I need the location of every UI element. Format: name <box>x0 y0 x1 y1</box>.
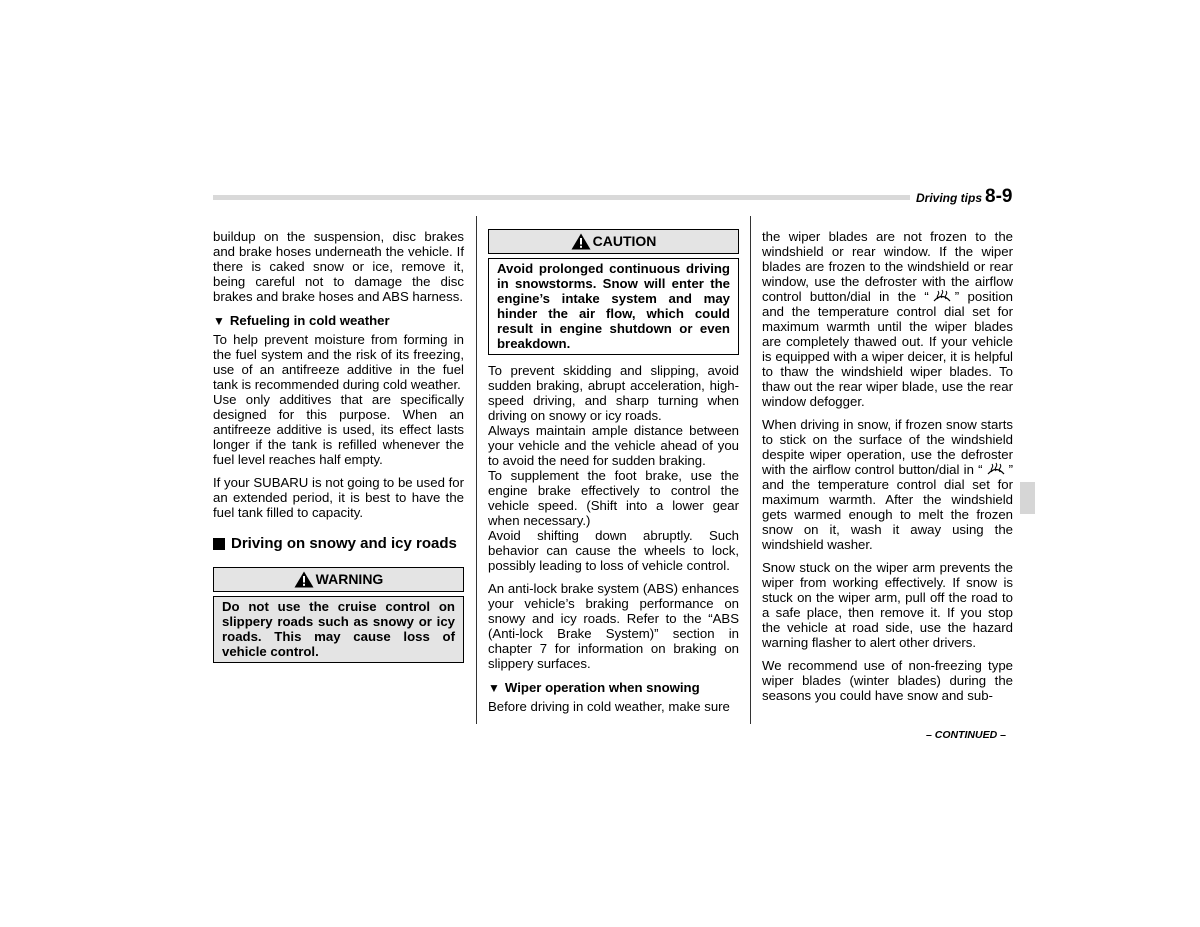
subheading-text: Refueling in cold weather <box>229 313 390 328</box>
paragraph: We recommend use of non-freezing type wiper blades (winter blades) during the seasons you could have snow and sub- <box>762 658 1013 703</box>
caution-header <box>488 229 739 254</box>
text-run: When driving in snow, if frozen snow starts to stick on the surface of the windshield despite wiper operation, use the defroster with the airflow control button/dial in “ <box>762 417 1013 477</box>
paragraph: Snow stuck on the wiper arm prevents the wiper from working effectively. If snow is stuck on the wiper arm, pull off the road to a safe place, then remove it. If you stop the vehicle at road side, use the hazard warning flasher to alert other drivers. <box>762 560 1013 650</box>
warning-triangle-icon <box>571 233 591 250</box>
column-3 <box>762 229 1013 703</box>
paragraph: To supplement the foot brake, use the engine brake effectively to control the vehicle speed. (Shift into a lower gear when necessary.) <box>488 468 739 528</box>
warning-triangle-icon <box>294 571 314 588</box>
paragraph <box>762 417 1013 552</box>
paragraph: If your SUBARU is not going to be used for an extended period, it is best to have the fuel tank filled to capacity. <box>213 475 464 520</box>
subheading-refueling <box>213 313 464 329</box>
caution-label: CAUTION <box>592 233 657 249</box>
column-1 <box>213 229 464 663</box>
continued-label: – CONTINUED – <box>926 729 1006 741</box>
square-bullet-icon <box>213 538 225 550</box>
running-header: Driving tips <box>916 191 983 205</box>
column-divider <box>476 216 477 724</box>
text-run: ” and the temperature control dial set for maximum warmth. After the windshield gets warmed enough to melt the frozen snow on it, wash it away using the windshield washer. <box>762 462 1013 552</box>
text-run: ” position and the temperature control dial set for maximum warmth until the wiper blades are completely thawed out. If your vehicle is equipped with a wiper deicer, it is helpful to thaw the windshield wiper blades. To thaw out the rear wiper blade, use the rear window defogger. <box>762 289 1013 409</box>
warning-body: Do not use the cruise control on slippery roads such as snowy or icy roads. This may cause loss of vehicle control. <box>213 596 464 663</box>
paragraph: Avoid shifting down abruptly. Such behavior can cause the wheels to lock, possibly leading to loss of vehicle control. <box>488 528 739 573</box>
paragraph <box>762 229 1013 409</box>
text-run: the wiper blades are not frozen to the windshield or rear window. If the wiper blades are frozen to the windshield or rear window, use the defroster with the airflow control button/dial in the “ <box>762 229 1013 304</box>
paragraph: To help prevent moisture from forming in the fuel system and the risk of its freezing, use of an antifreeze additive in the fuel tank is recommended during cold weather. <box>213 332 464 392</box>
subheading-wiper <box>488 680 739 696</box>
defroster-icon <box>986 462 1006 475</box>
paragraph: Always maintain ample distance between your vehicle and the vehicle ahead of you to avoid the need for sudden braking. <box>488 423 739 468</box>
caution-body: Avoid prolonged continuous driving in snowstorms. Snow will enter the engine’s intake system and may hinder the air flow, which could result in engine shutdown or even breakdown. <box>488 258 739 355</box>
defroster-icon <box>932 289 952 302</box>
warning-label: WARNING <box>315 571 384 587</box>
column-divider <box>750 216 751 724</box>
header-rule <box>213 195 910 200</box>
paragraph: An anti-lock brake system (ABS) enhances your vehicle’s braking performance on snowy and icy roads. Refer to the “ABS (Anti-lock Brake System)” section in chapter 7 for information on braking on slippery surfaces. <box>488 581 739 671</box>
paragraph: Use only additives that are specifically designed for this purpose. When an antifreeze additive is used, its effect lasts longer if the tank is refilled whenever the fuel level reaches half empty. <box>213 392 464 467</box>
triangle-down-icon: ▼ <box>488 681 500 695</box>
paragraph: Before driving in cold weather, make sure <box>488 699 730 714</box>
paragraph: To prevent skidding and slipping, avoid sudden braking, abrupt acceleration, high-speed driving, and sharp turning when driving on snowy or icy roads. <box>488 363 739 423</box>
subheading-text: Wiper operation when snowing <box>504 680 700 695</box>
column-2 <box>488 229 739 714</box>
section-heading-text: Driving on snowy and icy roads <box>231 535 457 552</box>
section-heading <box>213 535 464 553</box>
triangle-down-icon: ▼ <box>213 314 225 328</box>
page-number: 8-9 <box>985 186 1013 207</box>
chapter-tab <box>1020 482 1035 514</box>
paragraph: buildup on the suspension, disc brakes and brake hoses underneath the vehicle. If there is caked snow or ice, remove it, being careful not to damage the disc brakes and brake hoses and ABS harness. <box>213 229 464 304</box>
warning-header <box>213 567 464 592</box>
